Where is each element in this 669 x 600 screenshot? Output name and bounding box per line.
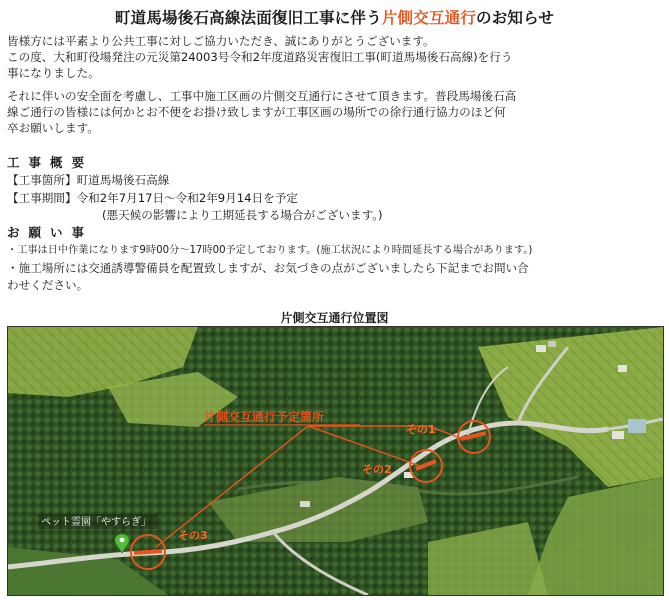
location-row <box>7 172 169 188</box>
intro-line-3: 事になりました。 <box>7 66 100 80</box>
intro-line-4: それに伴いの安全面を考慮し、工事中施工区画の片側交互通行にさせて頂きます。普段馬場後石高 <box>7 89 517 103</box>
title-highlight: 片側交互通行 <box>381 9 477 27</box>
intro-line-5: 線ご通行の皆様には何かとお不便をお掛け致しますが工事区画の場所での徐行通行協力のほど何 <box>7 105 506 119</box>
building <box>300 501 310 507</box>
intro-line-6: 卒お願いします。 <box>7 121 99 135</box>
aerial-map-svg <box>8 327 663 595</box>
building <box>548 341 556 347</box>
period-value: 令和2年7月17日～令和2年9月14日を予定 <box>76 191 298 205</box>
title-main: 町道馬場後石高線法面復旧工事に伴う <box>114 9 382 27</box>
period-label: 【工事期間】 <box>7 191 77 205</box>
label-point-1: その1 <box>406 423 436 436</box>
intro-line-2: この度、大和町役場発注の元災第24003号令和2年度道路災害復旧工事(町道馬場後石高線)を行う <box>7 50 513 64</box>
segment-3 <box>134 551 162 553</box>
building <box>628 419 646 433</box>
landmark-label: ペット霊園「やすらぎ」 <box>41 517 151 528</box>
request-heading: お願い事 <box>7 225 94 240</box>
location-label: 【工事箇所】 <box>7 173 77 187</box>
overview-heading: 工事概要 <box>7 155 94 170</box>
title-suffix: のお知らせ <box>476 9 555 27</box>
period-note: (悪天候の影響により工期延長する場合がございます。) <box>102 208 383 222</box>
request-2-line-1: ・施工場所には交通誘導警備員を配置致しますが、お気づきの点がございましたら下記までお問い合 <box>7 261 529 275</box>
request-2-line-2: わせください。 <box>7 278 89 292</box>
building <box>612 431 624 439</box>
label-point-3: その3 <box>178 529 208 542</box>
period-row <box>7 190 298 206</box>
request-1: ・工事は日中作業になります9時00分～17時00予定しております。(施工状況により時間延長する場合があります。) <box>7 245 533 256</box>
label-point-2: その2 <box>362 463 392 476</box>
building <box>618 365 627 372</box>
intro-line-1: 皆様方には平素より公共工事に対しご協力いただき、誠にありがとうございます。 <box>7 34 435 48</box>
map-title: 片側交互通行位置図 <box>280 311 389 325</box>
callout-label: 片側交互通行予定箇所 <box>204 410 325 424</box>
notice-title <box>0 6 669 28</box>
location-value: 町道馬場後石高線 <box>76 173 170 187</box>
building <box>536 345 546 352</box>
location-map <box>7 326 664 596</box>
